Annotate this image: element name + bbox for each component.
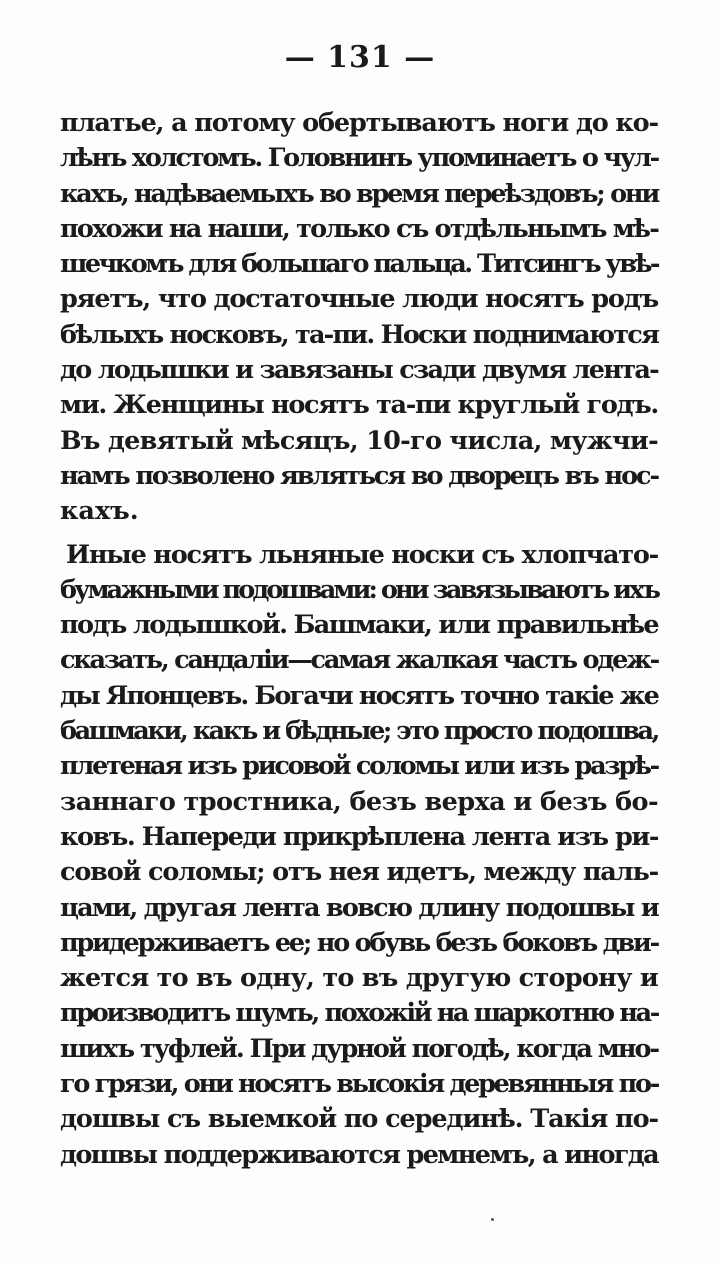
text-line: намъ позволено являться во дворецъ въ нос- — [60, 460, 658, 491]
text-line: лѣнъ холстомъ. Головнинъ упоминаетъ о чул- — [60, 143, 658, 174]
paragraph-2 — [60, 538, 658, 1173]
ink-speck — [491, 1218, 494, 1221]
text-line: заннаго тростника, безъ верха и безъ бо- — [60, 786, 658, 817]
page-number: — 131 — — [284, 40, 436, 75]
text-line: сказать, сандаліи—самая жалкая часть одеж- — [60, 645, 658, 676]
text-line: бѣлыхъ носковъ, та-пи. Носки поднимаются — [60, 319, 658, 350]
text-line: дошвы съ выемкой по серединѣ. Такія по- — [60, 1104, 658, 1135]
text-line: подъ лодышкой. Башмаки, или правильнѣе — [60, 610, 658, 641]
text-line: башмаки, какъ и бѣдные; это просто подошва, — [60, 716, 658, 747]
text-line: платье, а потому обертываютъ ноги до ко- — [60, 108, 658, 138]
text-line: кахъ. — [60, 496, 139, 527]
text-line: Иные носятъ льняные носки съ хлопчато- — [66, 539, 658, 570]
text-line: жется то въ одну, то въ другую сторону и — [60, 963, 658, 994]
text-line: похожи на наши, только съ отдѣльнымъ мѣ- — [60, 213, 658, 244]
text-line: Въ девятый мѣсяцъ, 10-го числа, мужчи- — [60, 425, 658, 456]
text-line: ды Японцевъ. Богачи носятъ точно такіе же — [60, 680, 658, 711]
text-line: ряетъ, что достаточные люди носятъ родъ — [60, 284, 658, 315]
text-line: совой соломы; отъ нея идетъ, между паль- — [60, 857, 658, 888]
text-line: дошвы поддерживаются ремнемъ, а иногда — [60, 1139, 658, 1170]
text-line: производитъ шумъ, похожій на шаркотню на- — [60, 998, 658, 1029]
page-text — [60, 106, 658, 1173]
text-line: до лодышки и завязаны сзади двумя лента- — [60, 355, 658, 386]
text-line: придерживаетъ ее; но обувь безъ боковъ дви- — [60, 927, 658, 958]
text-line: шихъ туфлей. При дурной погодѣ, когда мно- — [60, 1033, 658, 1064]
text-line: кахъ, надѣваемыхъ во время переѣздовъ; они — [60, 178, 658, 209]
paragraph-gap — [60, 530, 658, 538]
text-line: бумажными подошвами: они завязываютъ ихъ — [60, 574, 658, 605]
text-line: плетеная изъ рисовой соломы или изъ разрѣ- — [60, 751, 658, 782]
text-line: го грязи, они носятъ высокія деревянныя по- — [60, 1069, 658, 1100]
paragraph-1 — [60, 106, 658, 530]
text-line: ми. Женщины носятъ та-пи круглый годъ. — [60, 390, 658, 421]
text-line: ковъ. Напереди прикрѣплена лента изъ ри- — [60, 821, 658, 852]
text-line: цами, другая лента вовсю длину подошвы и — [60, 892, 658, 923]
text-line: шечкомъ для большаго пальца. Титсингъ увѣ- — [60, 249, 658, 280]
